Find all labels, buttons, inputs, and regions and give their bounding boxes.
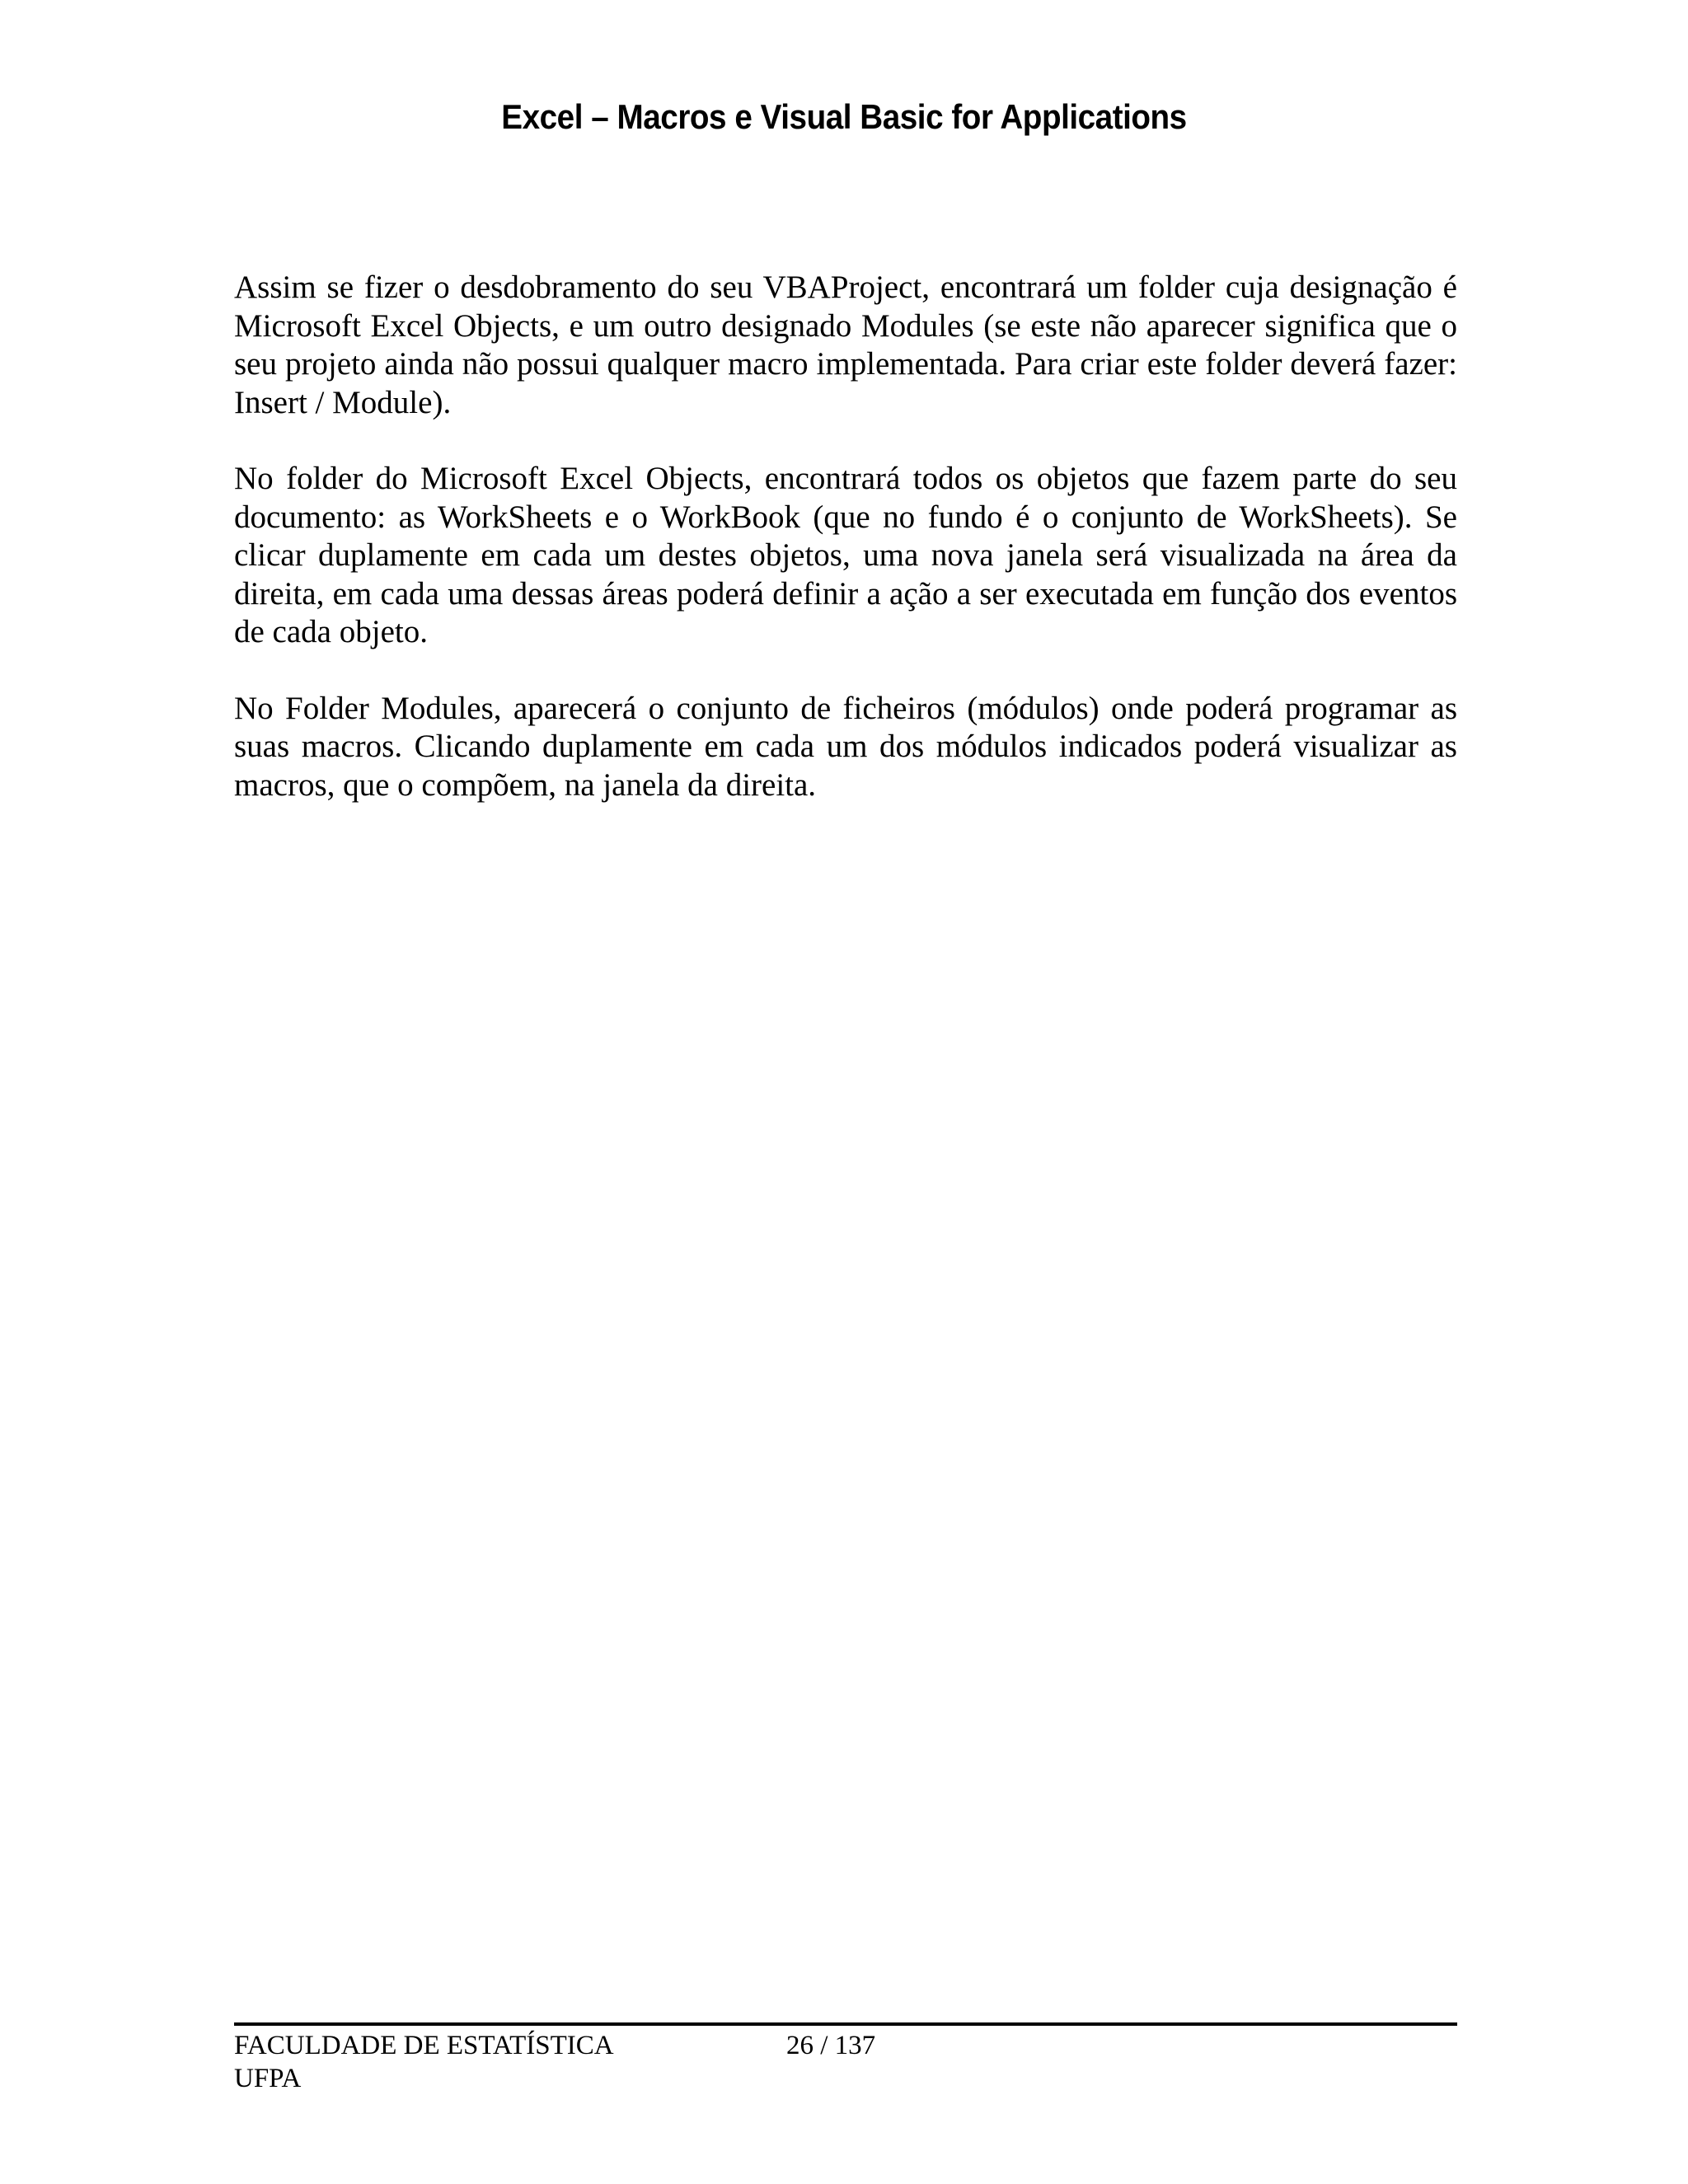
footer-divider [234, 2022, 1457, 2026]
document-body [234, 269, 1457, 842]
paragraph-modules-folder: No Folder Modules, aparecerá o conjunto de ficheiros (módulos) onde poderá programar as suas macros. Clicando duplamente em cada um dos módulos indicados poderá visualizar as macros, que o compõem, na janela da direita. [234, 690, 1457, 803]
footer-page-number: 26 / 137 [786, 2031, 876, 2060]
footer-organization [234, 2029, 614, 2095]
paragraph-vbaproject-folders: Assim se fizer o desdobramento do seu VBAProject, encontrará um folder cuja designação é Microsoft Excel Objects, e um outro designado Modules (se este não aparecer significa que o seu projeto ainda não possui qualquer macro implementada. Para criar este folder deverá fazer: Insert / Module). [234, 269, 1457, 420]
page-header-title: Excel – Macros e Visual Basic for Applications [501, 97, 1187, 136]
footer-faculty: FACULDADE DE ESTATÍSTICA [234, 2031, 614, 2060]
footer-university: UFPA [234, 2064, 302, 2093]
paragraph-excel-objects: No folder do Microsoft Excel Objects, encontrará todos os objetos que fazem parte do seu documento: as WorkSheets e o WorkBook (que no fundo é o conjunto de WorkSheets). Se clicar duplamente em cada um destes objetos, uma nova janela será visualizada na área da direita, em cada uma dessas áreas poderá definir a ação a ser executada em função dos eventos de cada objeto. [234, 461, 1457, 649]
